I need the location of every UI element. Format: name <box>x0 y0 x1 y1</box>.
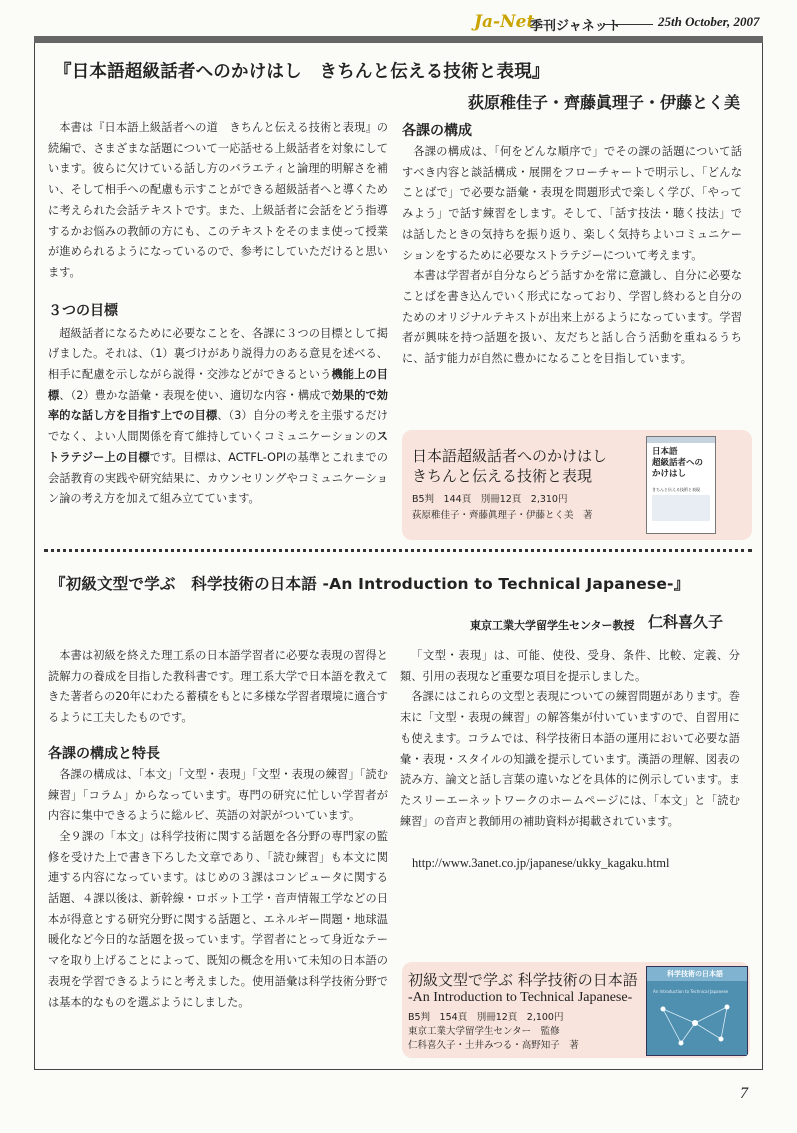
article2-right-column <box>400 646 740 832</box>
goal-efficiency: 効果的で効率的な話し方を目指す上での目標 <box>48 388 388 423</box>
article2-affiliation: 東京工業大学留学生センター教授 <box>470 619 635 632</box>
book2-title-line2: -An Introduction to Technical Japanese- <box>408 990 633 1005</box>
header-rule <box>605 24 653 25</box>
article1-left-column <box>48 118 388 510</box>
book1-cover-image <box>652 495 710 521</box>
goals-text-1: 超級話者になるために必要なことを、各課に３つの目標として掲げました。それは、（1）裏づけがあり説得力のある意見を述べる、相手に配慮を示しながら説得・交渉などができるという <box>48 326 388 382</box>
article1-title: 『日本語超級話者へのかけはし きちんと伝える技術と表現』 <box>54 62 550 82</box>
goals-heading: ３つの目標 <box>48 302 118 319</box>
structure-paragraph-1: 各課の構成は、「何をどんな順序で」でその課の話題について話すべき内容と談話構成・展開をフローチャートで明示し、「どんなことばで」で必要な語彙・表現を問題形式で楽しく学び、「やってみよう」で話す練習をします。そして、「話す技法・聴く技法」では話したときの気持ちを振り返り、楽しく気持ちよいコミュニケーションをするために必要なストラテジーについて考えます。 <box>402 145 742 262</box>
goal-strategy: ストラテジー上の目標 <box>48 430 388 464</box>
journal-name: 季刊ジャネット <box>530 19 621 34</box>
article2-intro: 本書は初級を終えた理工系の日本語学習者に必要な表現の習得と読解力の養成を目指した教科書です。理工系大学で日本語を教えてきた著者らの20年にわたる蓄積をもとに多様な学習者環境に適合するように工夫したものです。 <box>48 649 388 725</box>
structure-heading: 各課の構成 <box>402 123 472 139</box>
goals-text-2: 、（2）豊かな語彙・表現を使い、適切な内容・構成で <box>59 388 332 402</box>
book2-info: B5判 154頁 別冊12頁 2,100円 <box>408 1012 564 1023</box>
book1-title-line1: 日本語超級話者へのかけはし <box>412 447 608 465</box>
book1-cover-band <box>647 437 715 443</box>
goals-text-3: 、（3）自分の考えを主張するだけでなく、よい人間関係を育て維持していくコミュニケーションの <box>48 409 388 444</box>
janet-logo: Ja-Net <box>474 12 535 32</box>
article2-left-column <box>48 646 388 1013</box>
goals-text-4: です。目標は、ACTFL-OPIの基準とこれまでの会話教育の実践や研究結果に、カウンセリングやコミュニケーション論の考え方を加えて組み立てています。 <box>48 450 388 506</box>
book1-title-line2: きちんと伝える技術と表現 <box>412 467 593 485</box>
book1-cover-title: 日本語 超級話者への かけはし <box>652 447 704 479</box>
frame-top-bar <box>34 36 763 43</box>
issue-date: 25th October, 2007 <box>658 14 760 29</box>
book2-cover-network-graphic <box>655 999 741 1049</box>
book2-cover-subtitle: An Introduction to Technical Japanese <box>653 989 729 994</box>
article2-author: 仁科喜久子 <box>648 613 724 631</box>
page-number: 7 <box>740 1085 748 1102</box>
article2-title: 『初級文型で学ぶ 科学技術の日本語 -An Introduction to Technical Japanese-』 <box>50 575 690 593</box>
article2-right-paragraph-2: 各課にはこれらの文型と表現についての練習問題があります。巻末に「文型・表現の練習」の解答集が付いていますので、自習用にも使えます。コラムでは、科学技術日本語の運用において必要な語彙・表現・スタイルの知識を提示しています。漢語の理解、図表の読み方、論文と話し言葉の違いなどを具体的に例示しています。またスリーエーネットワークのホームページには、「本文」と「読む練習」の音声と教師用の補助資料が掲載されています。 <box>400 690 740 828</box>
article1-book-box <box>402 430 752 540</box>
publisher-url[interactable]: http://www.3anet.co.jp/japanese/ukky_kagaku.html <box>412 856 670 870</box>
article2-section-paragraph-2: 全９課の「本文」は科学技術に関する話題を各分野の専門家の監修を受けた上で書き下ろした文章であり、「読む練習」も本文に関連する内容になっています。はじめの３課はコンピュータに関する話題、４課以後は、新幹線・ロボット工学・音声情報工学などの日本が得意とする研究分野に関する話題と、エネルギー問題・地球温暖化など今日的な話題を扱っています。学習者にとって身近なテーマを取り上げることによって、既知の概念を用いて未知の日本語の表現を学習できるようにと考えました。使用語彙は科学技術分野では基本的なものを選ぶようにしました。 <box>48 829 388 1009</box>
book1-cover-subtitle: きちんと伝える技術と表現 <box>652 487 700 492</box>
article-divider <box>44 549 752 552</box>
book2-cover-title: 科学技術の日本語 <box>667 970 723 978</box>
book2-title-line1: 初級文型で学ぶ 科学技術の日本語 <box>408 971 638 989</box>
article1-authors: 荻原稚佳子・齊藤眞理子・伊藤とく美 <box>468 93 741 112</box>
book1-cover <box>646 436 716 534</box>
book2-cover <box>646 966 748 1056</box>
goals-paragraph <box>48 324 388 510</box>
article2-section-heading: 各課の構成と特長 <box>48 745 160 762</box>
article2-section-paragraph-1: 各課の構成は、「本文」「文型・表現」「文型・表現の練習」「読む練習」「コラム」からなっています。専門の研究に忙しい学習者が内容に集中できるように総ルビ、英語の対訳がついています。 <box>48 767 388 823</box>
book1-info: B5判 144頁 別冊12頁 2,310円 <box>412 494 568 505</box>
book2-authors: 仁科喜久子・土井みつる・高野知子 著 <box>408 1040 579 1051</box>
structure-paragraph-2: 本書は学習者が自分ならどう話すかを常に意識し、自分に必要なことばを書き込んでいく形式になっており、学習し終わると自分のためのオリジナルテキストが出来上がるようになっています。学習者が興味を持つ話題を扱い、友だちと話し合う活動を重ねるうちに、話す能力が自然に豊かになることを目指しています。 <box>402 269 742 366</box>
goal-functional: 機能上の目標 <box>48 368 388 402</box>
article1-intro: 本書は『日本語上級話者への道 きちんと伝える技術と表現』の続編で、さまざまな話題について一応話せる上級話者を対象にしています。彼らに欠けている話し方のバラエティと論理的明解さを補い、そして相手への配慮も示すことができる超級話者へと導くために考えられた会話テキストです。また、上級話者に会話をどう指導するかお悩みの教師の方にも、このテキストをそのまま使って授業が進められるようになっているので、参考にしていただけると思います。 <box>48 121 388 279</box>
book2-supervisor: 東京工業大学留学生センター 監修 <box>408 1026 560 1037</box>
article2-right-paragraph-1: 「文型・表現」は、可能、使役、受身、条件、比較、定義、分類、引用の表現など重要な項目を提示しました。 <box>400 649 740 683</box>
article2-book-box <box>402 962 750 1058</box>
article1-right-column <box>402 120 742 370</box>
book1-authors: 荻原稚佳子・齊藤眞理子・伊藤とく美 著 <box>412 510 593 521</box>
